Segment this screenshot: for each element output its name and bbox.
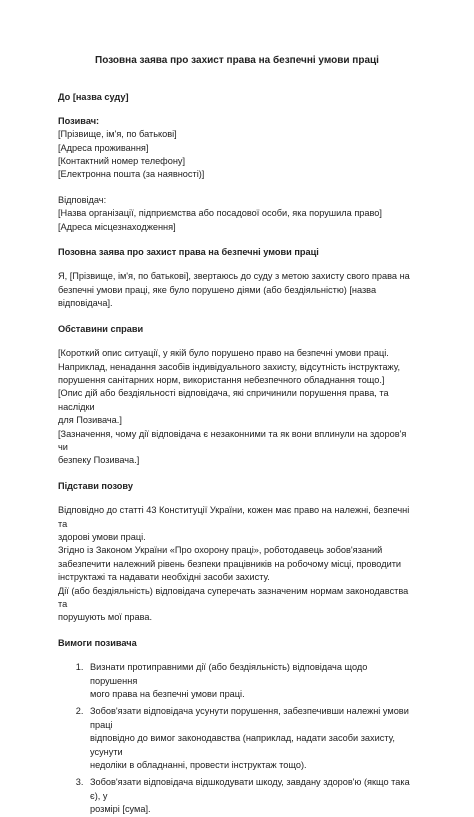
- grounds-line: порушують мої права.: [58, 612, 153, 623]
- plaintiff-line: [Електронна пошта (за наявності)]: [58, 169, 205, 180]
- grounds-line: інструктажі та надавати необхідні засоби захисту.: [58, 572, 270, 583]
- defendant-line: [Адреса місцезнаходження]: [58, 221, 176, 232]
- court-line: До [назва суду]: [58, 92, 129, 103]
- document-title: Позовна заява про захист права на безпечні умови праці: [95, 55, 379, 66]
- circumstances-heading: Обставини справи: [58, 323, 144, 334]
- demand-line: 3. Зобов'язати відповідача відшкодувати шкоду, завдану здоров'ю (якщо така є), у: [90, 777, 410, 801]
- demand-line: розмірі [сума].: [90, 804, 151, 815]
- demand-line: недоліки в обладнанні, провести інструктаж тощо).: [90, 760, 307, 771]
- list-item: [86, 776, 416, 816]
- defendant-line: [Назва організації, підприємства або посадової особи, яка порушила право]: [58, 208, 382, 219]
- intro-line: безпечні умови праці, яке було порушено діями (або бездіяльністю) [назва відповідача].: [58, 284, 377, 309]
- intro-line: Я, [Прізвище, ім'я, по батькові], звертаюсь до суду з метою захисту свого права на: [58, 271, 410, 282]
- circumstances-line: безпеку Позивача.]: [58, 455, 140, 466]
- plaintiff-line: [Контактний номер телефону]: [58, 156, 186, 167]
- demand-line: мого права на безпечні умови праці.: [90, 689, 245, 700]
- grounds-paragraph: [58, 504, 416, 625]
- circumstances-line: [Опис дій або бездіяльності відповідача, які спричинили порушення права, та наслідки: [58, 388, 389, 412]
- demand-line: відповідно до вимог законодавства (наприклад, надати засоби захисту, усунути: [90, 733, 395, 757]
- list-item: [86, 661, 416, 701]
- circumstances-line: порушення санітарних норм, використання небезпечного обладнання тощо.]: [58, 374, 385, 385]
- plaintiff-line: [Адреса проживання]: [58, 142, 149, 153]
- circumstances-line: [Зазначення, чому дії відповідача є незаконними та як вони вплинули на здоров'я чи: [58, 428, 407, 452]
- plaintiff-line: [Прізвище, ім'я, по батькові]: [58, 129, 177, 140]
- plaintiff-section: [58, 115, 416, 182]
- circumstances-line: для Позивача.]: [58, 415, 122, 426]
- grounds-line: Згідно із Законом України «Про охорону праці», роботодавець зобов'язаний: [58, 545, 383, 556]
- grounds-line: здорові умови праці.: [58, 531, 146, 542]
- plaintiff-heading: Позивач:: [58, 115, 100, 126]
- defendant-heading: Відповідач:: [58, 194, 107, 205]
- demand-line: 1. Визнати протиправними дії (або бездіяльність) відповідача щодо порушення: [90, 662, 368, 686]
- claim-title: Позовна заява про захист права на безпечні умови праці: [58, 247, 319, 258]
- intro-paragraph: [58, 270, 416, 310]
- demands-heading: Вимоги позивача: [58, 637, 137, 648]
- defendant-section: [58, 194, 416, 234]
- list-item: [86, 705, 416, 772]
- grounds-line: Дії (або бездіяльність) відповідача суперечать зазначеним нормам законодавства та: [58, 585, 409, 609]
- grounds-heading: Підстави позову: [58, 480, 133, 491]
- grounds-line: забезпечити належний рівень безпеки працівників на робочому місці, проводити: [58, 558, 402, 569]
- grounds-line: Відповідно до статті 43 Конституції України, кожен має право на належні, безпечні та: [58, 505, 410, 529]
- demands-list: [58, 661, 416, 816]
- circumstances-paragraph: [58, 347, 416, 468]
- circumstances-line: Наприклад, ненадання засобів індивідуального захисту, відсутність інструктажу,: [58, 361, 401, 372]
- demand-line: 2. Зобов'язати відповідача усунути порушення, забезпечивши належні умови праці: [90, 706, 409, 730]
- circumstances-line: [Короткий опис ситуації, у якій було порушено право на безпечні умови праці.: [58, 348, 389, 359]
